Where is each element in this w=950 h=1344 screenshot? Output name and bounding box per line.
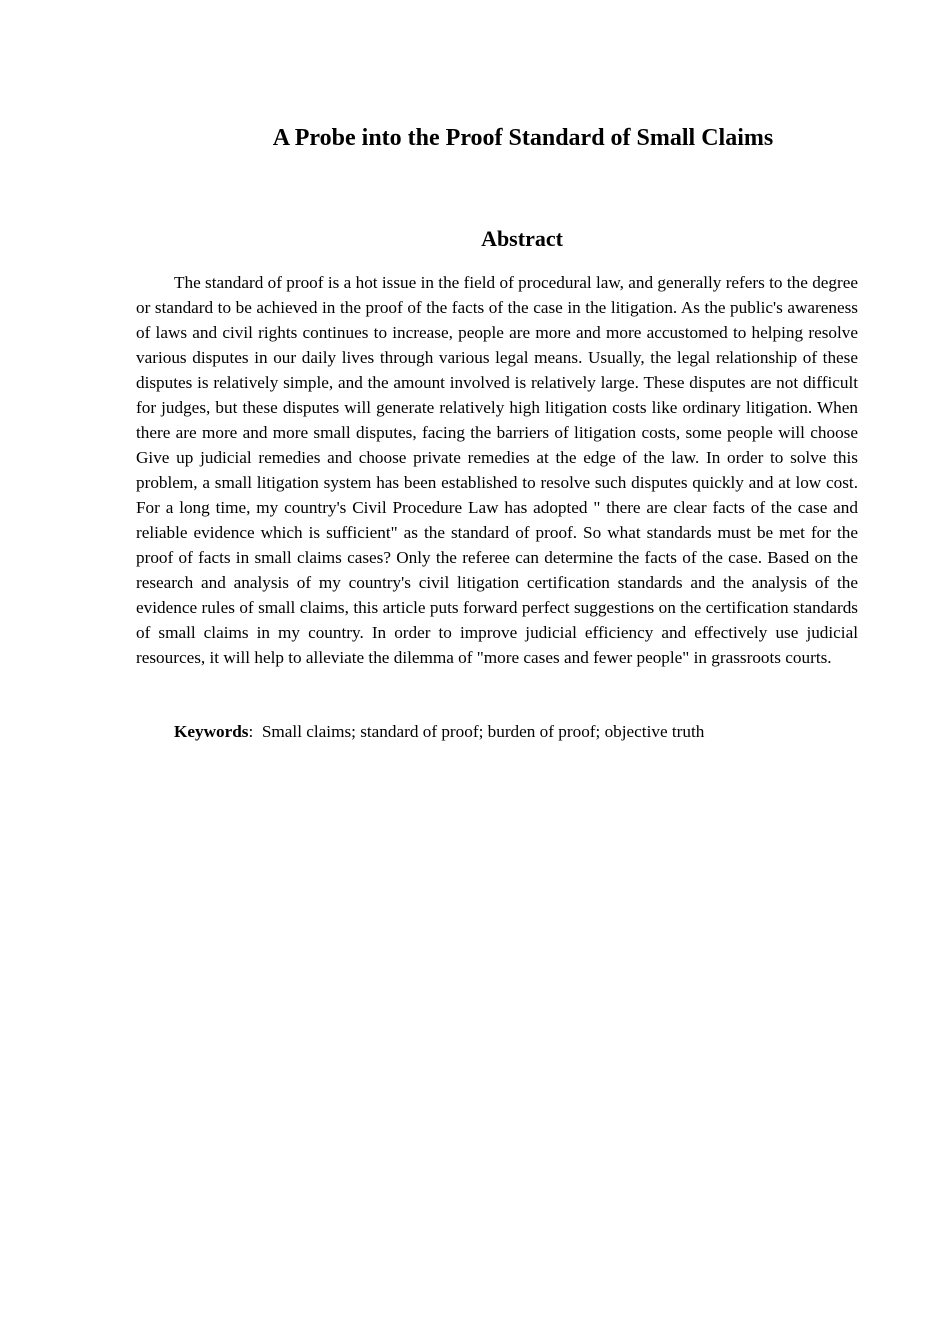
keywords-text: Small claims; standard of proof; burden of proof; objective truth [261, 722, 705, 741]
keywords-label: Keywords [174, 722, 249, 741]
abstract-heading: Abstract [481, 226, 563, 251]
abstract-body: The standard of proof is a hot issue in the field of procedural law, and generally refers to the degree or standard to be achieved in the proof of the facts of the case in the litigation. As the public's awareness of laws and civil rights continues to increase, people are more and more accustomed to helping resolve various disputes in our daily lives through various legal means. Usually, the legal relationship of these disputes is relatively simple, and the amount involved is relatively large. These disputes are not difficult for judges, but these disputes will generate relatively high litigation costs like ordinary litigation. When there are more and more small disputes, facing the barriers of litigation costs, some people will choose Give up judicial remedies and choose private remedies at the edge of the law. In order to solve this problem, a small litigation system has been established to resolve such disputes quickly and at low cost. For a long time, my country's Civil Procedure Law has adopted " there are clear facts of the case and reliable evidence which is sufficient" as the standard of proof. So what standards must be met for the proof of facts in small claims cases? Only the referee can determine the facts of the case. Based on the research and analysis of my country's civil litigation certification standards and the analysis of the evidence rules of small claims, this article puts forward perfect suggestions on the certification standards of small claims in my country. In order to improve judicial efficiency and effectively use judicial resources, it will help to alleviate the dilemma of "more cases and fewer people" in grassroots courts. [136, 273, 858, 667]
keywords-separator: : [248, 722, 254, 741]
paper-title: A Probe into the Proof Standard of Small Claims [272, 125, 774, 151]
keywords-line [136, 719, 858, 744]
